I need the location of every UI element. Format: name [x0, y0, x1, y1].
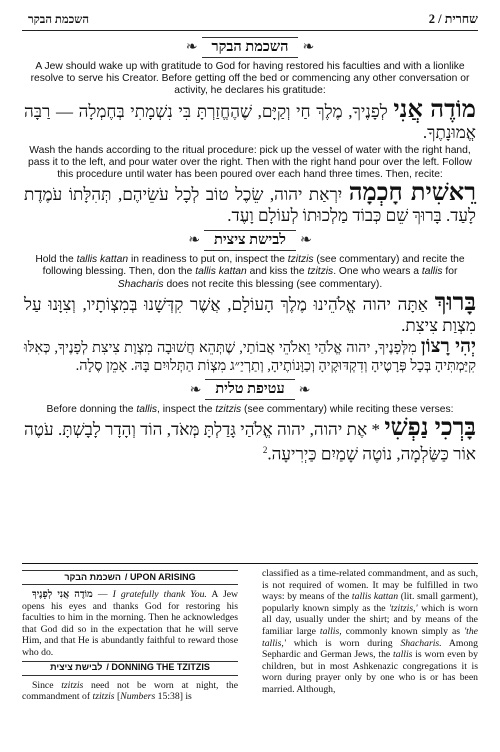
section-heading-tzitzis [22, 228, 478, 252]
blessing-baruch [24, 289, 477, 336]
prayer-lead-word: רֵאשִׁית חָכְמָה [348, 180, 477, 207]
prayer-lead-word: יְהִי רָצוֹן [420, 335, 476, 357]
commentary-paragraph: Since tzitzis need not be worn at night, the commandment of tzitzis [Numbers 15:38] is [22, 679, 238, 703]
instruction-tallis: Before donning the tallis, inspect the tzitzis (see commentary) while reciting these verses: [46, 403, 454, 415]
prayer-reishis-chochmah [24, 180, 477, 226]
prayer-text: מִלְּפָנֶיךָ, יהוה אֱלֹהַי וֵאלֹהֵי אֲבוֹתַי, שֶׁתְּהֵא חֲשׁוּבָה מִצְוַת צִיצִת לְפָנֶיךָ, כְּאִלּוּ קִיַּמְתִּיהָ בְּכָל פְּרָטֶיהָ וְדִקְדּוּקֶיהָ וְכַוָּנוֹתֶיהָ, וְתַרְיַ״ג מִצְוֹת הַתְּלוּיִם בָּהּ. אָמֵן סֶלָה. [24, 339, 476, 375]
commentary-paragraph: מוֹדֶה אֲנִי לְפָנֶיךָ — I gratefully thank You. A Jew opens his eyes and thanks God for restoring his faculties to him in the morning. Then he acknowledges that God did so in the expectation that he will serve Him, and that He is abundantly faithful to reward those who do. [22, 589, 239, 658]
ornament-icon: ❧ [189, 381, 202, 398]
instruction-tzitzis: Hold the tallis kattan in readiness to put on, inspect the tzitzis (see commentary) and recite the following blessing. Then, don the tallis kattan and kiss the tzitzis. One who wears a tallis for Shacharis does not recite this blessing (see commentary). [35, 254, 465, 290]
page-number: 2 [428, 12, 435, 26]
prayer-lead-word: בָּרוּךְ [434, 289, 477, 316]
commentary-paragraph: classified as a time-related commandment, and as such, is not required of women. It may be fulfilled in two ways: by means of the tallis kattan (lit. small garment), popularly known simply as the 'tzitzis,' which is worn all day, usually under the shirt; and by means of the familiar large tallis, commonly known simply as 'the tallis,' which is worn during Shacharis. Among Sephardic and German Jews, the tallis is worn even by children, but in most Ashkenazic congregations it is worn during prayer only by one who is or has been married. Although, [262, 568, 479, 695]
prayer-text: * אֶת יהוה, יהוה אֱלֹהַי גָּדַלְתָּ מְּאֹד, הוֹד וְהָדָר לָבָשְׁתָּ. עֹטֶה אוֹר כַּשַּׂלְמָה, נוֹטֶה שָׁמַיִם כַּיְרִיעָה. [24, 420, 476, 464]
prayer-lead-word: מוֹדֶה אֲנִי [393, 96, 476, 123]
commentary-column-right [262, 568, 478, 703]
prayer-text: אַתָּה יהוה אֱלֹהֵינוּ מֶלֶךְ הָעוֹלָם, אֲשֶׁר קִדְּשָׁנוּ בְּמִצְוֹתָיו, וְצִוָּנוּ עַל מִצְוַת צִיצִת. [24, 294, 476, 335]
page [22, 12, 478, 467]
section-title: השכמת הבקר [202, 37, 299, 58]
section-heading-upon-arising [22, 35, 478, 59]
ornament-icon: ❧ [302, 39, 315, 55]
running-head-title: שחרית / 2 [428, 12, 478, 26]
section-title: עטיפת טלית [205, 379, 294, 400]
prayer-lead-word: בָּרְכִי נַפְשִׁי [384, 415, 476, 442]
section-heading-tallis [22, 378, 478, 402]
footnote-mark: 2 [262, 445, 268, 456]
commentary-rule [22, 563, 478, 564]
header-rule [22, 30, 478, 31]
commentary-heading-upon-arising: השכמת הבקר / UPON ARISING [22, 570, 238, 585]
ornament-icon: ❧ [185, 39, 198, 55]
commentary-column-left [22, 568, 238, 703]
ornament-icon: ❧ [298, 381, 311, 398]
prayer-text: לְפָנֶיךָ, מֶלֶךְ חַי וְקַיָּם, שֶׁהֶחֱזַרְתָּ בִּי נִשְׁמָתִי בְּחֶמְלָה — רַבָּה אֱמוּנָתֶךָ. [24, 101, 476, 142]
prayer-yehi-ratzon [24, 335, 476, 376]
instruction-upon-arising: A Jew should wake up with gratitude to God for having restored his faculties and with a lionlike resolve to serve his Creator. Before getting off the bed or commencing any other conversation or activity, he declares his gratitude: [30, 61, 470, 97]
running-head-service: שחרית [444, 12, 478, 26]
instruction-hand-washing: Wash the hands according to the ritual procedure: pick up the vessel of water with the right hand, pass it to the left, and pour water over the right. Then with the right hand pour over the left. Follow this procedure until water has been poured over each hand three times. Then, recite: [28, 144, 472, 181]
prayer-text: יִרְאַת יהוה, שֵׂכֶל טוֹב לְכָל עֹשֵׂיהֶם, תְּהִלָּתוֹ עֹמֶדֶת לָעַד. בָּרוּךְ שֵׁם כְּבוֹד מַלְכוּתוֹ לְעוֹלָם וָעֶד. [24, 185, 476, 226]
ornament-icon: ❧ [188, 232, 201, 249]
prayer-modeh-ani [24, 96, 476, 143]
commentary-heading-tzitzis: לבישת ציצית / DONNING THE TZITZIS [22, 661, 238, 676]
commentary [22, 563, 478, 703]
running-head-section: השכמת הבקר [28, 14, 90, 26]
section-title: לבישת ציצית [204, 230, 296, 251]
ornament-icon: ❧ [299, 232, 312, 249]
prayer-barchi-nafshi [24, 415, 476, 465]
running-head [22, 12, 478, 30]
